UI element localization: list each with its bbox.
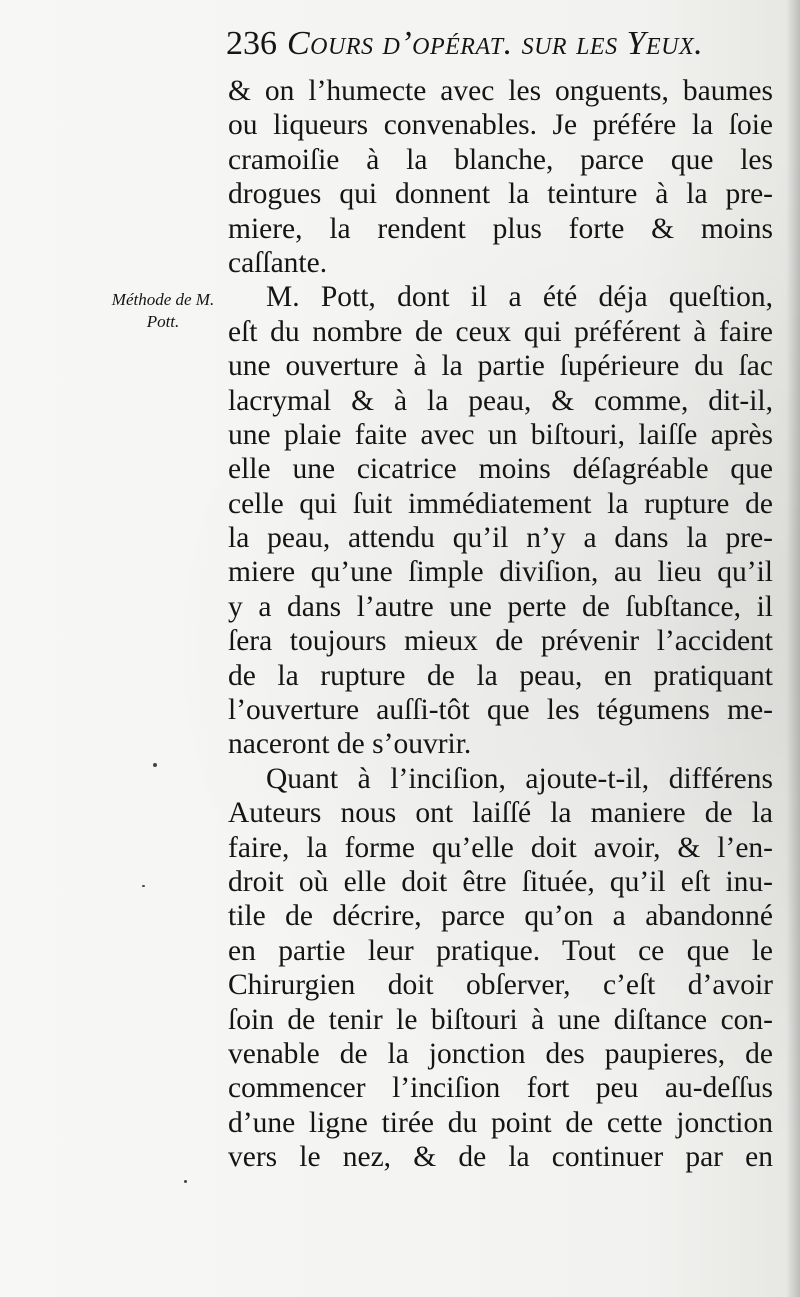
text-line: caſſante. [228, 246, 328, 279]
text-line: faire, la forme qu’elle doit avoir, & l’en- [228, 831, 773, 864]
paper-speck [184, 1180, 187, 1183]
text-line: Auteurs nous ont laiſſé la maniere de la [228, 797, 773, 830]
running-header [226, 24, 786, 64]
text-line: ſoin de tenir le biſtouri à une diſtance con- [228, 1003, 773, 1036]
text-line: en partie leur pratique. Tout ce que le [228, 934, 773, 967]
margin-note [98, 289, 228, 333]
text-line: vers le nez, & de la continuer par en [228, 1141, 773, 1174]
page-gutter-shadow [786, 0, 800, 1297]
text-line: droit où elle doit être ſituée, qu’il eſt inu- [228, 865, 773, 898]
margin-note-line-1: Méthode de M. [111, 290, 215, 309]
text-line: M. Pott, dont il a été déja queſtion, [266, 281, 773, 314]
text-line: la peau, attendu qu’il n’y a dans la pre- [228, 522, 773, 555]
text-line: lacrymal & à la peau, & comme, dit-il, [228, 384, 773, 417]
text-line: d’une ligne tirée du point de cette jonction [228, 1106, 773, 1139]
text-line: l’ouverture auſſi-tôt que les tégumens me- [228, 694, 773, 727]
margin-note-line-2: Pott. [146, 312, 180, 331]
text-line: ſera toujours mieux de prévenir l’accident [228, 625, 773, 658]
text-line: une plaie faite avec un biſtouri, laiſſe après [228, 418, 773, 451]
paper-speck [142, 885, 145, 887]
text-line: tile de décrire, parce qu’on a abandonné [228, 900, 773, 933]
text-line: venable de la jonction des paupieres, de [228, 1037, 773, 1070]
text-line: de la rupture de la peau, en pratiquant [228, 659, 773, 692]
text-line: cramoiſie à la blanche, parce que les [228, 143, 773, 176]
text-line: une ouverture à la partie ſupérieure du ſac [228, 350, 773, 383]
text-line: celle qui ſuit immédiatement la rupture de [228, 487, 773, 520]
text-line: eſt du nombre de ceux qui préférent à faire [228, 315, 773, 348]
text-line: Chirurgien doit obſerver, c’eſt d’avoir [228, 969, 773, 1002]
text-line: miere, la rendent plus forte & moins [228, 212, 773, 245]
page-number: 236 [226, 25, 277, 62]
running-title: Cours d’opérat. sur les Yeux. [287, 25, 704, 62]
text-line: Quant à l’inciſion, ajoute-t-il, différens [266, 762, 773, 795]
text-line: elle une cicatrice moins déſagréable que [228, 453, 773, 486]
text-line: commencer l’inciſion fort peu au-deſſus [228, 1072, 773, 1105]
text-line: naceront de s’ouvrir. [228, 728, 472, 761]
paper-speck [153, 763, 157, 767]
text-line: drogues qui donnent la teinture à la pre- [228, 178, 773, 211]
body-text [228, 74, 773, 1175]
text-line: y a dans l’autre une perte de ſubſtance, il [228, 590, 773, 623]
text-line: ou liqueurs convenables. Je préfére la ſoie [228, 109, 773, 142]
text-line: miere qu’une ſimple diviſion, au lieu qu’il [228, 556, 773, 589]
text-line: & on l’humecte avec les onguents, baumes [228, 75, 773, 107]
